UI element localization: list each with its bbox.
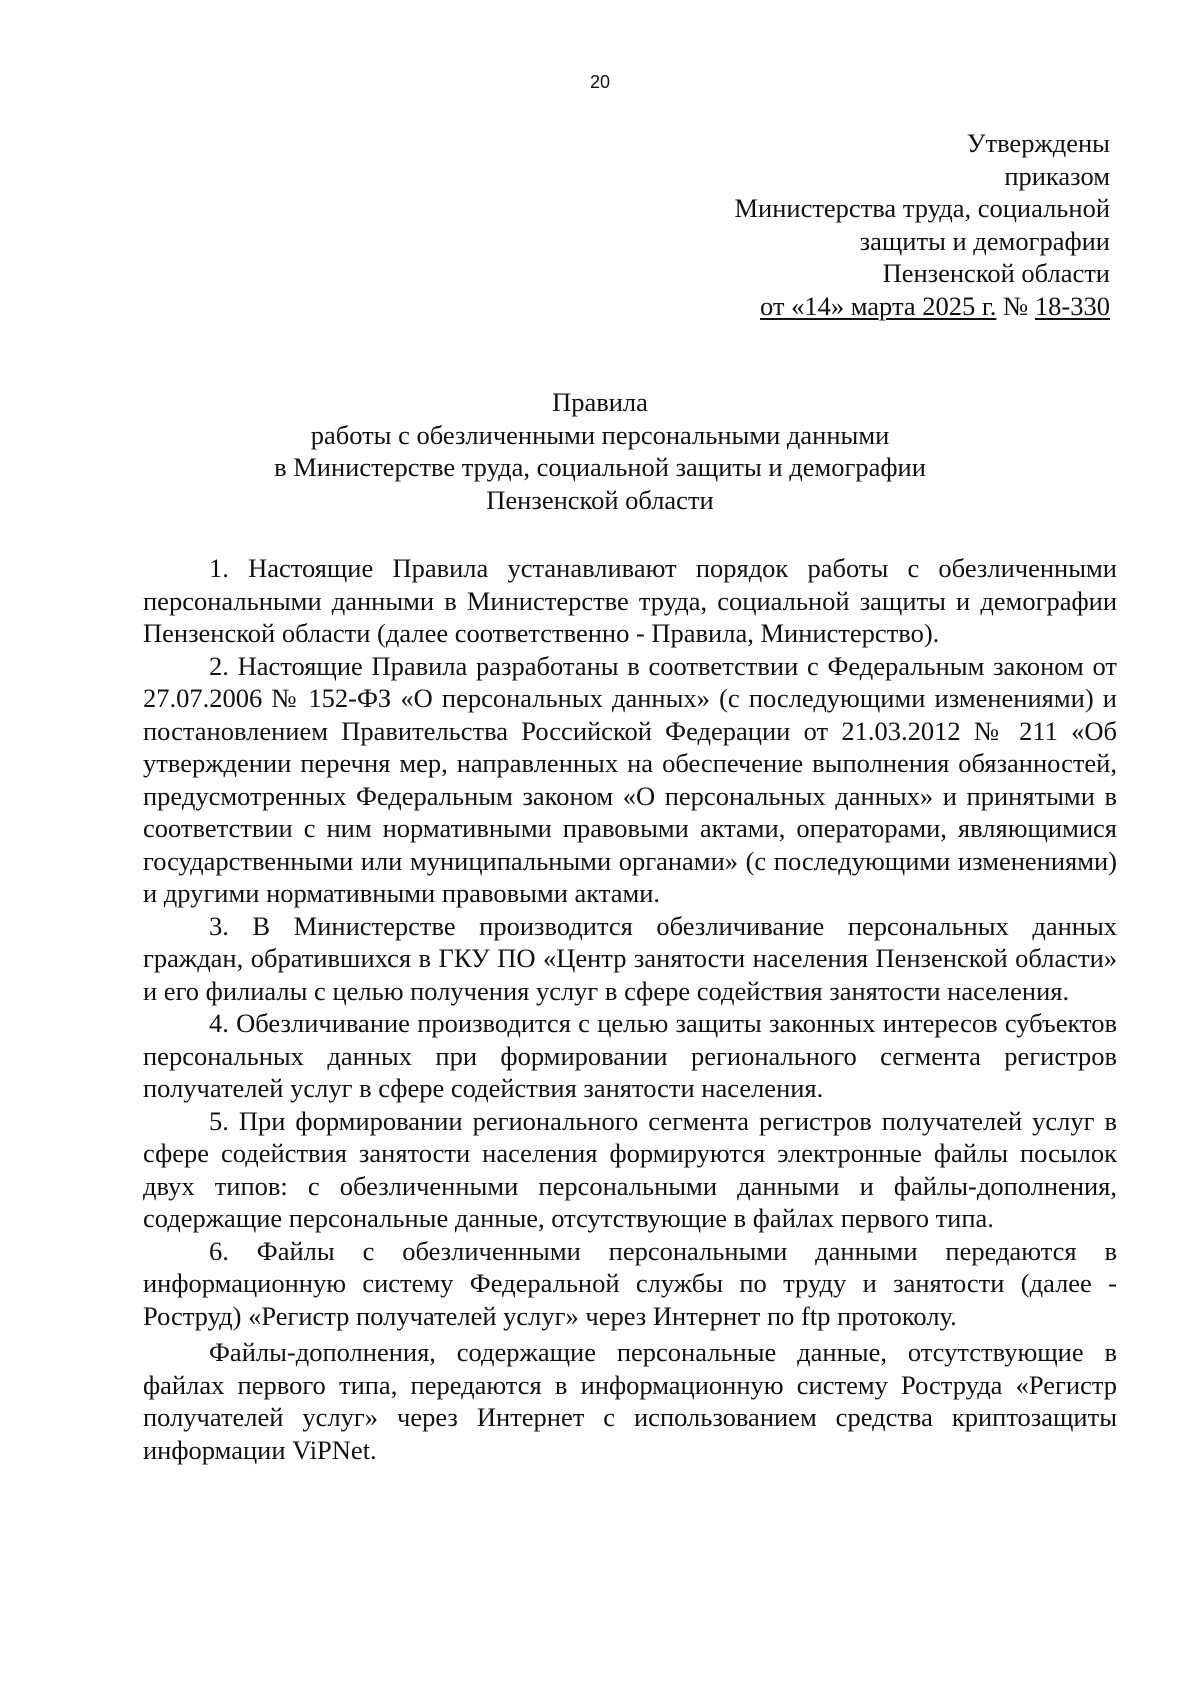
approval-line-2: приказом	[1004, 160, 1110, 191]
paragraph-5: 5. При формировании регионального сегмента регистров получателей услуг в сфере содействия занятости населения формируются электронные файлы посылок двух типов: с обезличенными персональными данными и файлы-дополнения, содержащие персональные данные, отсутствующие в файлах первого типа.	[143, 1105, 1117, 1233]
paragraph-6-continuation: Файлы-дополнения, содержащие персональные данные, отсутствующие в файлах первого типа, передаются в информационную систему Роструда «Регистр получателей услуг» через Интернет с использованием средства криптозащиты информации ViPNet.	[143, 1337, 1117, 1465]
document-title	[0, 386, 1200, 516]
paragraph-1: 1. Настоящие Правила устанавливают порядок работы с обезличенными персональными данными в Министерстве труда, социальной защиты и демографии Пензенской области (далее соответственно - Правила, Министерство).	[143, 553, 1117, 648]
approval-line-1: Утверждены	[966, 128, 1110, 158]
paragraph-3: 3. В Министерстве производится обезличивание персональных данных граждан, обратившихся в ГКУ ПО «Центр занятости населения Пензенской области» и его филиалы с целью получения услуг в сфере содействия занятости населения.	[143, 910, 1117, 1006]
approval-number-sign: №	[1003, 290, 1029, 321]
title-line-3: в Министерстве труда, социальной защиты и демографии	[274, 452, 926, 482]
page-number: 20	[589, 72, 611, 92]
paragraph-2: 2. Настоящие Правила разработаны в соответствии с Федеральным законом от 27.07.2006 № 152-ФЗ «О персональных данных» (с последующими изменениями) и постановлением Правительства Российской Федерации от 21.03.2012 № 211 «Об утверждении перечня мер, направленных на обеспечение выполнения обязанностей, предусмотренных Федеральным законом «О персональных данных» и принятыми в соответствии с ним нормативными правовыми актами, операторами, являющимися государственными или муниципальными органами» (с последующими изменениями) и другими нормативными правовыми актами.	[143, 650, 1117, 908]
approval-date-line	[510, 290, 1110, 323]
title-line-2: работы с обезличенными персональными данными	[310, 419, 890, 450]
title-line-1: Правила	[552, 387, 648, 417]
approval-block	[510, 127, 1110, 322]
approval-number: 18-330	[1034, 290, 1110, 321]
paragraph-4: 4. Обезличивание производится с целью защиты законных интересов субъектов персональных данных при формировании регионального сегмента регистров получателей услуг в сфере содействия занятости населения.	[143, 1008, 1117, 1103]
paragraph-6: 6. Файлы с обезличенными персональными данными передаются в информационную систему Федеральной службы по труду и занятости (далее - Роструд) «Регистр получателей услуг» через Интернет по ftp протоколу.	[143, 1235, 1117, 1331]
document-body	[143, 552, 1117, 1466]
approval-line-5: Пензенской области	[882, 258, 1110, 288]
approval-line-3: Министерства труда, социальной	[734, 193, 1110, 223]
approval-date: от «14» марта 2025 г.	[759, 290, 997, 321]
approval-line-4: защиты и демографии	[859, 225, 1110, 256]
title-line-4: Пензенской области	[486, 484, 714, 515]
